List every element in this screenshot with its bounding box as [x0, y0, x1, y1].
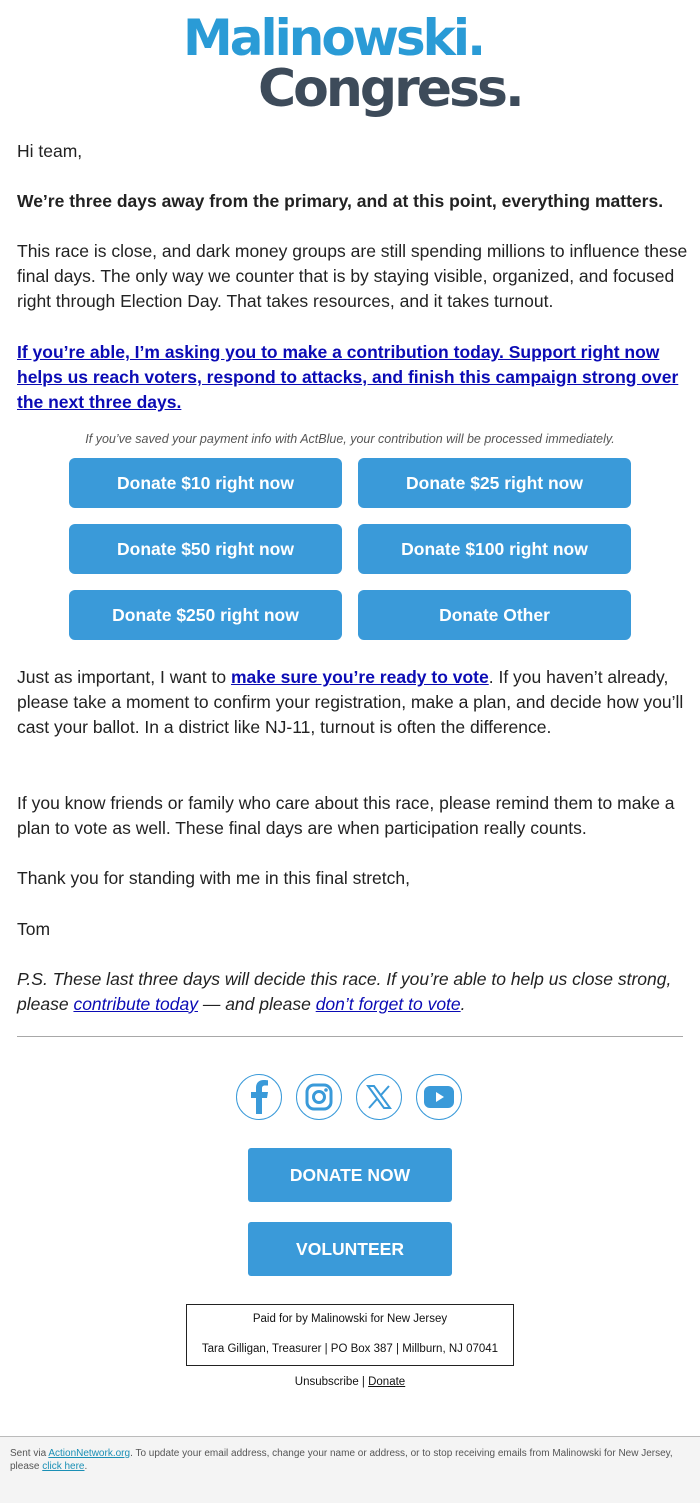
payment-note: If you’ve saved your payment info with ActBlue, your contribution will be processed immediately. [85, 432, 615, 446]
para2-text-before: Just as important, I want to [17, 667, 231, 687]
para2-text-after: . If you haven’t already, please take a moment to confirm your registration, make a plan, and decide how you’ll cast your ballot. In a district like NJ-11, turnout is often the difference. [17, 667, 684, 737]
footer-donate-link[interactable]: Donate [368, 1376, 406, 1388]
postscript [17, 967, 689, 1017]
logo-line-2: Congress. [258, 59, 522, 119]
campaign-logo [0, 0, 700, 122]
footer [0, 1436, 700, 1503]
actionnetwork-link[interactable]: ActionNetwork.org [48, 1448, 131, 1459]
ps-text-after: . [460, 994, 466, 1014]
youtube-icon[interactable] [416, 1074, 462, 1120]
donate-100-button[interactable]: Donate $100 right now [358, 524, 631, 574]
greeting: Hi team, [17, 141, 83, 161]
donate-25-button[interactable]: Donate $25 right now [358, 458, 631, 508]
paragraph-race: This race is close, and dark money groups are still spending millions to influence these final days. The only way we counter that is by staying visible, organized, and focused right through Election Day. That takes resources, and it takes turnout. [17, 241, 688, 311]
paragraph-friends: If you know friends or family who care about this race, please remind them to make a plan to vote as well. These final days are when participation really counts. [17, 793, 675, 838]
instagram-icon[interactable] [296, 1074, 342, 1120]
ready-to-vote-link[interactable]: make sure you’re ready to vote [230, 667, 489, 687]
paid-for-disclaimer [186, 1304, 514, 1366]
donate-250-button[interactable]: Donate $250 right now [69, 590, 342, 640]
disclaimer-line-1: Paid for by Malinowski for New Jersey [252, 1313, 448, 1325]
donate-now-button[interactable]: DONATE NOW [248, 1148, 452, 1202]
contribution-link[interactable]: If you’re able, I’m asking you to make a contribution today. Support right now helps us reach voters, respond to attacks, and finish this campaign strong over the next three days. [17, 342, 679, 412]
donate-other-button[interactable]: Donate Other [358, 590, 631, 640]
paragraph-thanks: Thank you for standing with me in this final stretch, [17, 868, 410, 888]
lead-sentence: We’re three days away from the primary, and at this point, everything matters. [17, 191, 664, 211]
footer-text [10, 1447, 690, 1473]
unsubscribe-row [0, 1376, 700, 1388]
signature: Tom [17, 919, 51, 939]
ps-text-middle: — and please [197, 994, 316, 1014]
ps-text-before: P.S. These last three days will decide this race. If you’re able to help us close strong, please [17, 969, 672, 1014]
logo-line-1: Malinowski. [183, 9, 484, 67]
footer-message: . To update your email address, change your name or address, or to stop receiving emails from Malinowski for New Jersey, please [10, 1448, 673, 1472]
disclaimer-line-2: Tara Gilligan, Treasurer | PO Box 387 | Millburn, NJ 07041 [201, 1343, 499, 1355]
footer-suffix: . [84, 1461, 88, 1472]
footer-prefix: Sent via [10, 1448, 49, 1459]
social-links [236, 1074, 466, 1124]
volunteer-button[interactable]: VOLUNTEER [248, 1222, 452, 1276]
link-separator: | [358, 1376, 369, 1388]
click-here-link[interactable]: click here [42, 1461, 85, 1472]
paragraph-vote [17, 665, 689, 740]
divider [17, 1036, 683, 1037]
unsubscribe-link[interactable]: Unsubscribe [294, 1376, 359, 1388]
x-icon[interactable] [356, 1074, 402, 1120]
donate-10-button[interactable]: Donate $10 right now [69, 458, 342, 508]
dont-forget-vote-link[interactable]: don’t forget to vote [315, 994, 461, 1014]
ask-paragraph [17, 340, 689, 415]
facebook-icon[interactable] [236, 1074, 282, 1120]
contribute-today-link[interactable]: contribute today [73, 994, 198, 1014]
donate-50-button[interactable]: Donate $50 right now [69, 524, 342, 574]
